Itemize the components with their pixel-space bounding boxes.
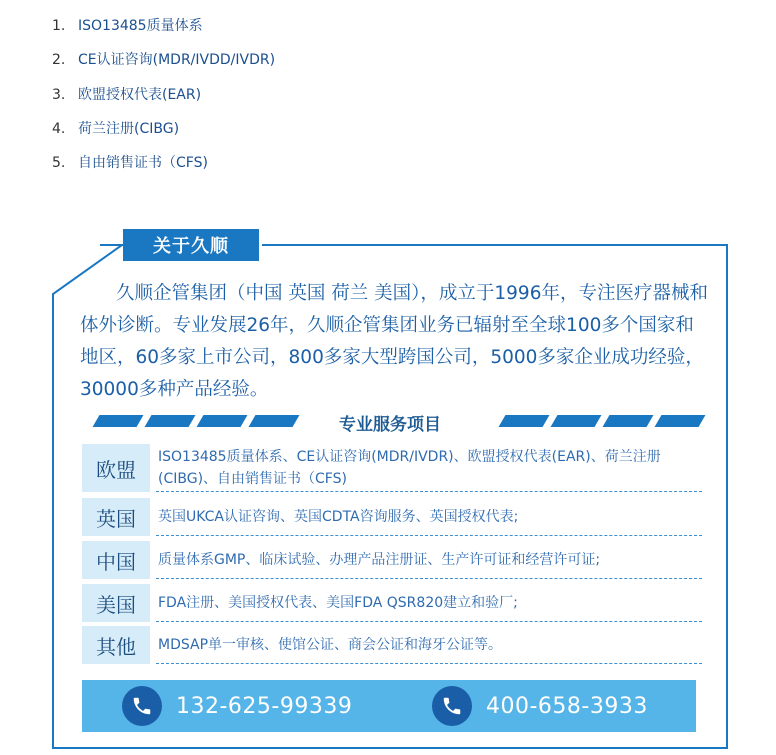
phone-icon (122, 686, 162, 726)
list-number: 4. (52, 120, 66, 137)
list-text: 自由销售证书（CFS) (78, 155, 208, 172)
row-content: 英国UKCA认证咨询、英国CDTA咨询服务、英国授权代表; (156, 498, 702, 536)
contact-bar (82, 680, 696, 732)
phone-block-1[interactable] (122, 686, 352, 726)
row-label: 英国 (82, 498, 150, 536)
stripe-decoration (197, 415, 248, 427)
list-number: 2. (52, 52, 66, 69)
stripe-decoration (93, 415, 144, 427)
stripe-decoration (603, 415, 654, 427)
phone-number-2[interactable]: 400-658-3933 (486, 693, 648, 719)
stripe-decoration (655, 415, 706, 427)
list-number: 3. (52, 86, 66, 103)
list-item (52, 83, 275, 117)
list-number: 5. (52, 155, 66, 172)
list-text: 荷兰注册(CIBG) (78, 120, 180, 137)
service-list (52, 14, 275, 185)
list-item (52, 48, 275, 82)
row-content: ISO13485质量体系、CE认证咨询(MDR/IVDR)、欧盟授权代表(EAR)、荷兰注册(CIBG)、自由销售证书（CFS) (156, 444, 702, 492)
intro-paragraph: 久顺企管集团（中国 英国 荷兰 美国），成立于1996年，专注医疗器械和体外诊断。专业发展26年，久顺企管集团业务已辐射至全球100多个国家和地区，60多家上市公司，800多家大型跨国公司，5000多家企业成功经验，30000多种产品经验。 (80, 283, 708, 400)
phone-icon (432, 686, 472, 726)
stripe-decoration (499, 415, 550, 427)
row-label: 中国 (82, 541, 150, 579)
list-number: 1. (52, 18, 66, 34)
stripe-decoration (551, 415, 602, 427)
list-text: 欧盟授权代表(EAR) (78, 86, 202, 103)
row-content: MDSAP单一审核、使馆公证、商会公证和海牙公证等。 (156, 626, 702, 664)
stripe-decoration (145, 415, 196, 427)
left-stripes (96, 415, 296, 427)
service-row-china (82, 541, 702, 579)
services-header (0, 410, 776, 434)
service-row-usa (82, 584, 702, 622)
list-text: CE认证咨询(MDR/IVDD/IVDR) (78, 52, 276, 69)
row-content: 质量体系GMP、临床试验、办理产品注册证、生产许可证和经营许可证; (156, 541, 702, 579)
row-content: FDA注册、美国授权代表、美国FDA QSR820建立和验厂; (156, 584, 702, 622)
service-row-eu (82, 444, 702, 492)
phone-number-1[interactable]: 132-625-99339 (176, 693, 353, 719)
right-stripes (502, 415, 702, 427)
row-label: 其他 (82, 626, 150, 664)
row-label: 美国 (82, 584, 150, 622)
service-row-other (82, 626, 702, 664)
list-item (52, 14, 275, 48)
phone-block-2[interactable] (432, 686, 648, 726)
list-text: ISO13485质量体系 (78, 18, 203, 34)
list-item (52, 151, 275, 185)
services-title: 专业服务项目 (339, 415, 441, 435)
about-tag: 关于久顺 (123, 229, 259, 261)
row-label: 欧盟 (82, 444, 150, 492)
list-item (52, 117, 275, 151)
service-row-uk (82, 498, 702, 536)
